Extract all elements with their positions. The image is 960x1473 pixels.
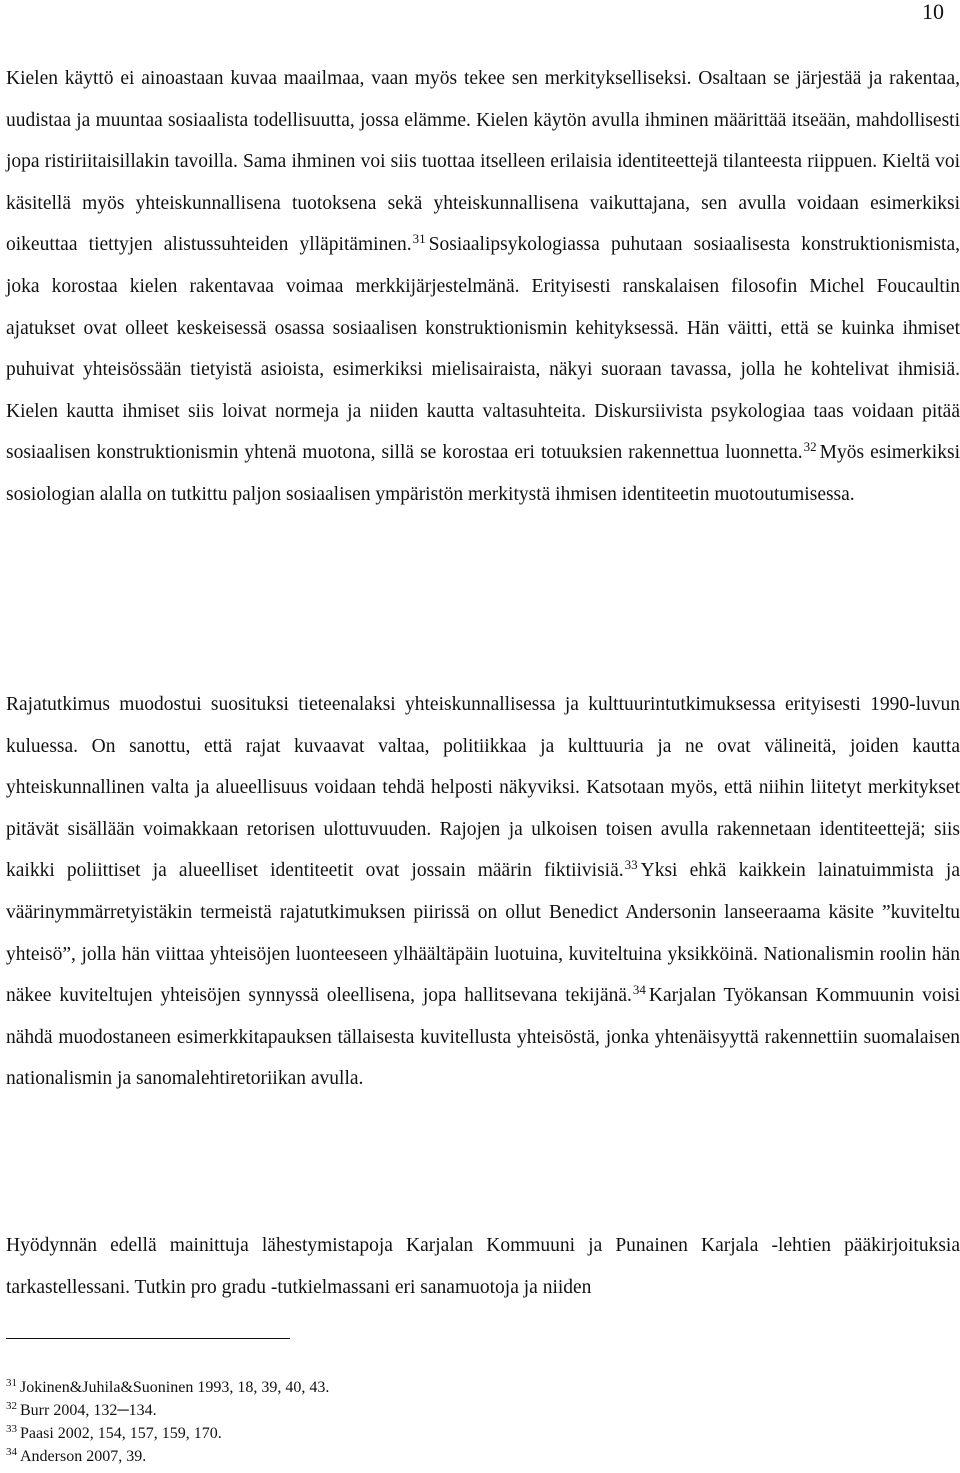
footnote-number: 31 (6, 1376, 17, 1389)
footnote (6, 1399, 946, 1422)
footnotes (6, 1376, 946, 1468)
footnote (6, 1376, 946, 1399)
paragraph-3 (6, 1225, 960, 1308)
paragraph-1 (6, 58, 960, 516)
text-segment: Sosiaalipsykologiassa puhutaan sosiaalisesta konstruktionismista, joka korostaa kielen rakentavaa voimaa merkkijärjestelmänä. Erityisesti ranskalaisen filosofin Michel Foucaultin ajatukset ovat olleet keskeisessä osassa sosiaalisen konstruktionismin kehityksessä. Hän väitti, että se kuinka ihmiset puhuivat yhteisössään tietyistä asioista, esimerkiksi mielisairaista, näkyi suoraan tavassa, jolla he kohtelivat ihmisiä. Kielen kautta ihmiset siis loivat normeja ja niiden kautta valtasuhteita. Diskursiivista psykologiaa taas voidaan pitää sosiaalisen konstruktionismin yhtenä muotona, sillä se korostaa eri totuuksien rakennettua luonnetta. (6, 234, 960, 464)
footnote-reference: 33 (624, 856, 638, 872)
footnote-reference: 34 (632, 981, 646, 997)
paragraph-2 (6, 684, 960, 1100)
text-segment: Karjalan Työkansan Kommuunin voisi nähdä muodostaneen esimerkkitapauksen tällaisesta kuvitellusta yhteisöstä, jonka yhtenäisyyttä rakennettiin suomalaisen nationalismin ja sanomalehtiretoriikan avulla. (6, 985, 960, 1090)
text-segment: Myös esimerkiksi sosiologian alalla on tutkittu paljon sosiaalisen ympäristön merkitystä ihmisen identiteetin muotoutumisessa. (6, 442, 960, 505)
text-segment: Kielen käyttö ei ainoastaan kuvaa maailmaa, vaan myös tekee sen merkitykselliseksi. Osaltaan se järjestää ja rakentaa, uudistaa ja muuntaa sosiaalista todellisuutta, jossa elämme. Kielen käytön avulla ihminen määrittää itseään, mahdollisesti jopa ristiriitaisillakin tavoilla. Sama ihminen voi siis tuottaa itselleen erilaisia identiteettejä tilanteesta riippuen. Kieltä voi käsitellä myös yhteiskunnallisena tuotoksena sekä yhteiskunnallisena vaikuttajana, sen avulla voidaan esimerkiksi oikeuttaa tiettyjen alistussuhteiden ylläpitäminen. (6, 68, 960, 256)
footnote-separator (6, 1338, 290, 1339)
footnote (6, 1445, 946, 1468)
footnote-number: 34 (6, 1445, 17, 1458)
footnote-number: 32 (6, 1399, 17, 1412)
text-segment: Rajatutkimus muodostui suosituksi tieteenalaksi yhteiskunnallisessa ja kulttuurintutkimuksessa erityisesti 1990-luvun kuluessa. On sanottu, että rajat kuvaavat valtaa, politiikkaa ja kulttuuria ja ne ovat välineitä, joiden kautta yhteiskunnallinen valta ja alueellisuus voidaan tehdä helposti näkyviksi. Katsotaan myös, että niihin liitetyt merkitykset pitävät sisällään voimakkaan retorisen ulottuvuuden. Rajojen ja ulkoisen toisen avulla rakennetaan identiteettejä; siis kaikki poliittiset ja alueelliset identiteetit ovat jossain määrin fiktiivisiä. (6, 694, 960, 882)
page-number: 10 (922, 0, 944, 24)
footnote-text: Paasi 2002, 154, 157, 159, 170. (20, 1425, 222, 1442)
footnote-reference: 31 (412, 230, 426, 246)
text-segment: Hyödynnän edellä mainittuja lähestymistapoja Karjalan Kommuuni ja Punainen Karjala -lehtien pääkirjoituksia tarkastellessani. Tutkin pro gradu -tutkielmassani eri sanamuotoja ja niiden (6, 1235, 960, 1298)
footnote-text: Jokinen&Juhila&Suoninen 1993, 18, 39, 40, 43. (20, 1379, 330, 1396)
footnote-reference: 32 (803, 438, 817, 454)
footnote (6, 1422, 946, 1445)
footnote-number: 33 (6, 1422, 17, 1435)
footnote-text: Anderson 2007, 39. (20, 1448, 147, 1465)
footnote-text: Burr 2004, 132─134. (20, 1402, 157, 1419)
text-segment: Yksi ehkä kaikkein lainatuimmista ja väärinymmärretyistäkin termeistä rajatutkimuksen piirissä on ollut Benedict Andersonin lanseeraama käsite ”kuviteltu yhteisö”, jolla hän viittaa yhteisöjen luonteeseen ylhäältäpäin luotuina, kuviteltuina yksikköinä. Nationalismin roolin hän näkee kuviteltujen yhteisöjen synnyssä oleellisena, jopa hallitsevana tekijänä. (6, 860, 960, 1007)
